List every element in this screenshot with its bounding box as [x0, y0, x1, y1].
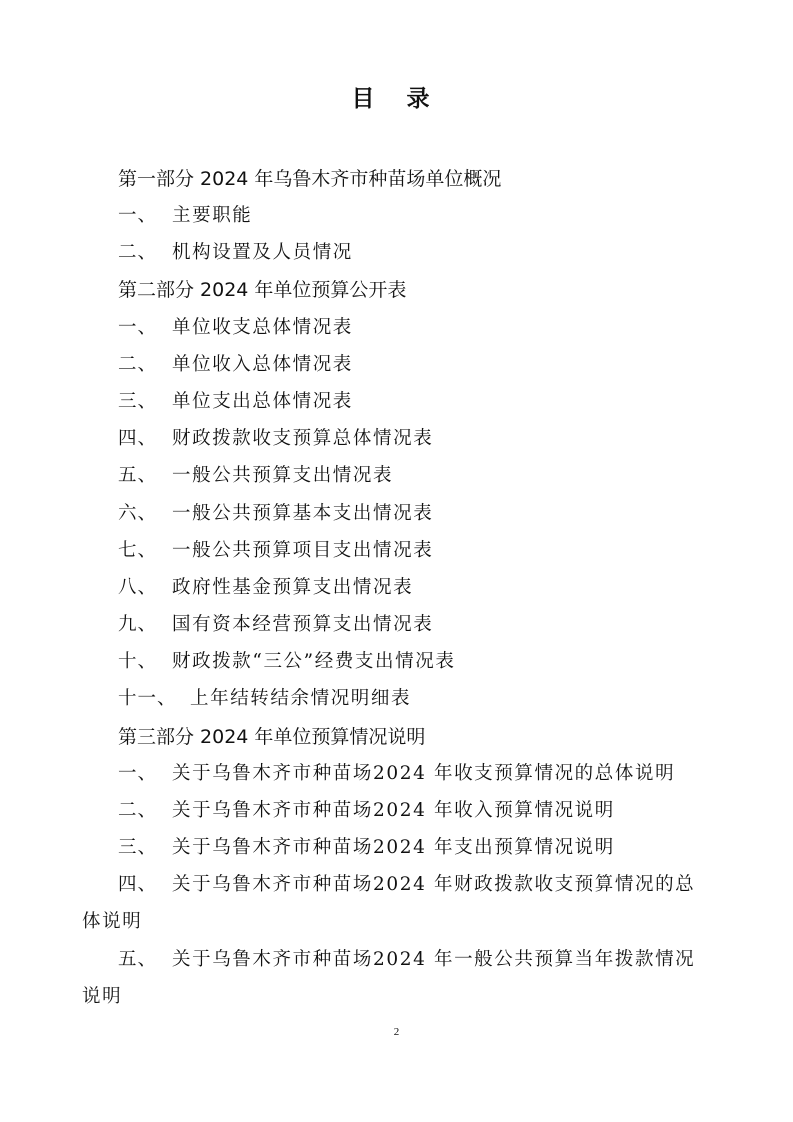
part1-heading-text: 第一部分 2024 年乌鲁木齐市种苗场单位概况: [118, 168, 502, 190]
toc-item-number: 五、: [118, 949, 158, 970]
toc-item: [0, 203, 793, 229]
toc-item-text: 单位收支总体情况表: [172, 317, 353, 338]
toc-item-number: 十一、: [118, 688, 177, 709]
toc-item: [0, 538, 793, 564]
toc-item-number: 二、: [118, 354, 158, 375]
toc-item-text: 机构设置及人员情况: [172, 242, 353, 263]
toc-item: [0, 389, 793, 415]
toc-item-text: 关于乌鲁木齐市种苗场2024 年财政拨款收支预算情况的总: [172, 874, 696, 895]
toc-item-number: 一、: [118, 317, 158, 338]
toc-item-continuation: [0, 984, 793, 1010]
toc-item: [0, 835, 793, 861]
toc-item-number: 九、: [118, 614, 158, 635]
toc-item: [0, 872, 793, 898]
toc-item-text: 关于乌鲁木齐市种苗场2024 年收支预算情况的总体说明: [172, 763, 676, 784]
toc-item-text: 财政拨款“三公”经费支出情况表: [172, 651, 456, 672]
toc-item-number: 五、: [118, 465, 158, 486]
part3-heading-text: 第三部分 2024 年单位预算情况说明: [118, 726, 426, 748]
toc-item-text: 上年结转结余情况明细表: [190, 688, 412, 709]
toc-item-number: 十、: [118, 651, 158, 672]
toc-item-text: 一般公共预算基本支出情况表: [172, 503, 434, 524]
part3-heading: [0, 724, 793, 750]
toc-item-number: 二、: [118, 800, 158, 821]
toc-item-number: 二、: [118, 242, 158, 263]
toc-item: [0, 240, 793, 266]
toc-item-text: 单位支出总体情况表: [172, 391, 353, 412]
toc-item: [0, 575, 793, 601]
toc-item: [0, 649, 793, 675]
toc-item: [0, 761, 793, 787]
toc-item-number: 一、: [118, 763, 158, 784]
toc-item-text: 关于乌鲁木齐市种苗场2024 年一般公共预算当年拨款情况: [172, 949, 696, 970]
toc-item-text: 一般公共预算项目支出情况表: [172, 540, 434, 561]
toc-item-number: 四、: [118, 874, 158, 895]
page-number: 2: [393, 1026, 400, 1038]
toc-item-continuation-text: 说明: [82, 986, 123, 1007]
toc-item-text: 主要职能: [172, 205, 253, 226]
toc-item-text: 关于乌鲁木齐市种苗场2024 年收入预算情况说明: [172, 800, 615, 821]
toc-item-number: 三、: [118, 391, 158, 412]
toc-item-text: 关于乌鲁木齐市种苗场2024 年支出预算情况说明: [172, 837, 615, 858]
toc-item-text: 单位收入总体情况表: [172, 354, 353, 375]
part2-heading: [0, 277, 793, 303]
toc-item-number: 三、: [118, 837, 158, 858]
toc-item-continuation: [0, 909, 793, 935]
toc-item-number: 七、: [118, 540, 158, 561]
toc-item: [0, 463, 793, 489]
toc-item: [0, 352, 793, 378]
toc-item-number: 四、: [118, 428, 158, 449]
toc-item-continuation-text: 体说明: [82, 911, 143, 932]
toc-item-text: 一般公共预算支出情况表: [172, 465, 394, 486]
part2-heading-text: 第二部分 2024 年单位预算公开表: [118, 279, 407, 301]
toc-item-text: 政府性基金预算支出情况表: [172, 577, 414, 598]
toc-item-number: 六、: [118, 503, 158, 524]
toc-item: [0, 315, 793, 341]
toc-item-number: 八、: [118, 577, 158, 598]
page-title: 目 录: [351, 86, 442, 112]
part1-heading: [0, 166, 793, 192]
toc-item-text: 国有资本经营预算支出情况表: [172, 614, 434, 635]
toc-item: [0, 798, 793, 824]
toc-item: [0, 947, 793, 973]
toc-item-text: 财政拨款收支预算总体情况表: [172, 428, 434, 449]
toc-item: [0, 612, 793, 638]
toc-item-number: 一、: [118, 205, 158, 226]
toc-item: [0, 426, 793, 452]
toc-item: [0, 501, 793, 527]
toc-item: [0, 686, 793, 712]
